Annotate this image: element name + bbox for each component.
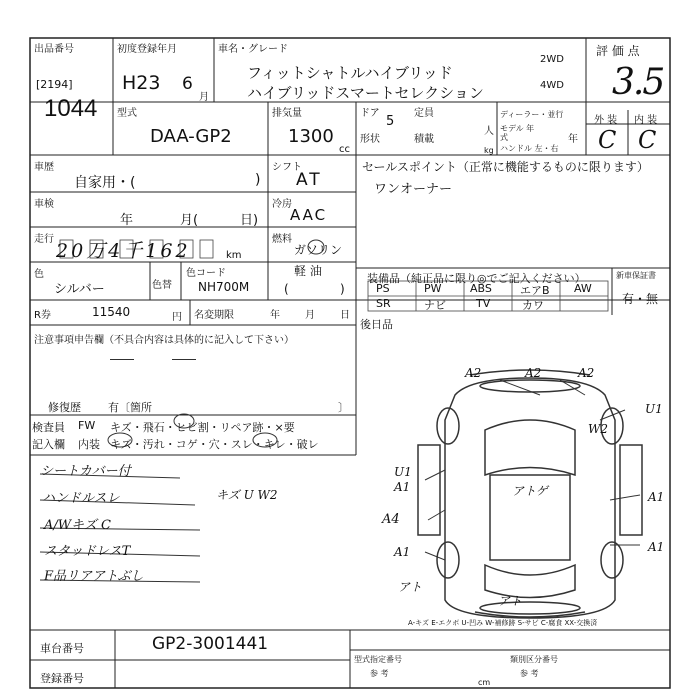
equipment-label: 装備品（純正品に限り◎でご記入ください） (367, 272, 586, 285)
displacement: 1300 (288, 126, 334, 147)
name-change-month: 月 (305, 310, 315, 321)
interior-tag: 内装 (78, 438, 100, 451)
history-label: 車歴 (34, 162, 54, 173)
interior-legend: キズ・汚れ・コゲ・穴・スレ・キレ・破レ (110, 438, 319, 451)
equip-tv: TV (476, 297, 491, 310)
capacity-label: 定員 (414, 108, 434, 119)
first-registration-label: 初度登録年月 (117, 44, 177, 55)
lot-number: 1044 (44, 95, 98, 122)
damage-legend: A-キズ E-エクボ U-凹み W-補修跡 S-サビ C-腐食 XX-交換済 (408, 619, 598, 627)
recycle-amount: 11540 (92, 305, 131, 319)
notes-dash-1: ―― (110, 352, 134, 366)
equip-navi: ナビ (424, 299, 446, 312)
handwritten-note-2: ハンドルスレ (42, 491, 120, 506)
doors-label: ドア (360, 108, 380, 119)
color-value: シルバー (54, 282, 105, 297)
exterior-label: 外 装 (594, 115, 618, 126)
equip-airbag: エアB (520, 284, 550, 297)
repair-history-value: 有〔箇所 (108, 401, 152, 414)
year-unit: 年 (568, 134, 578, 145)
mark-a2-left: A2 (465, 366, 482, 380)
color-code: NH700M (198, 280, 250, 294)
interior-label: 内 装 (634, 115, 658, 126)
fuel-diesel: 軽 油 (294, 264, 322, 278)
lot-code: [2194] (36, 78, 73, 91)
fuel-gasoline: ガソリン (294, 243, 343, 257)
color-change-label: 色替 (152, 280, 172, 291)
name-change-year: 年 (270, 310, 280, 321)
mark-w2-right: W2 (588, 422, 608, 436)
color-code-label: 色コード (186, 268, 226, 279)
ac-value: AAC (290, 206, 328, 224)
handwritten-note-3: A/Wキズ C (44, 518, 111, 533)
sales-point-label: セールスポイント（正常に機能するものに限ります） (362, 160, 649, 174)
handwritten-note-1: シートカバー付 (40, 464, 131, 479)
handwritten-note-4: スタッドレスT (44, 544, 131, 559)
mark-a4-left: A4 (382, 512, 400, 527)
interior-grade: C (638, 126, 657, 154)
exterior-grade: C (598, 126, 617, 154)
class-number-label: 類別区分番号 (510, 655, 558, 664)
score-value: 3.5 (612, 62, 664, 103)
fuel-label: 燃料 (272, 234, 292, 245)
handle-label: ハンドル 左・右 (500, 144, 559, 153)
inspection-year: 年 (120, 213, 134, 228)
new-warranty-value: 有・無 (622, 292, 659, 306)
mark-a1-right-upper: A1 (648, 490, 665, 504)
repair-history-label: 修復歴 (48, 401, 81, 414)
inspector-label: 検査員 (32, 421, 65, 434)
inspection-day: 日) (240, 213, 259, 228)
km-unit: km (226, 250, 242, 261)
handwritten-note-5: F品リアアトぶし (44, 569, 144, 584)
dealer-label: ディーラー・並行 (500, 110, 564, 119)
history-paren-close: ) (255, 172, 261, 188)
model-label: 型式 (117, 108, 137, 119)
mark-u1-left: U1 (394, 465, 412, 479)
mark-a2-right: A2 (578, 366, 595, 380)
equip-pw: PW (424, 282, 442, 295)
displacement-label: 排気量 (272, 108, 302, 119)
month-unit: 月 (199, 92, 209, 103)
car-name-line-2: ハイブリッドスマートセレクション (247, 84, 484, 102)
cc-unit: cc (339, 144, 350, 155)
car-name-line-1: フィットシャトルハイブリッド (247, 64, 453, 82)
ac-label: 冷房 (272, 199, 292, 210)
color-label: 色 (34, 269, 44, 280)
cm-unit: cm (478, 678, 491, 687)
model-year-label: モデル 年式 (500, 124, 535, 142)
form-number-label: 型式指定番号 (354, 655, 402, 664)
name-change-day: 日 (340, 310, 350, 321)
chassis-number: GP2-3001441 (152, 634, 269, 654)
mark-rear-left: アト (398, 580, 423, 594)
mark-a1-left-lower: A1 (394, 545, 411, 559)
equip-aw: AW (574, 282, 592, 295)
exterior-legend: キズ・飛石・ヒビ割・リペア跡・×要 (110, 421, 295, 434)
shape-label: 形状 (360, 134, 380, 145)
after-install-label: 後日品 (360, 318, 393, 331)
repair-history-close: 〕 (338, 401, 349, 414)
notes-dash-2: ―― (172, 352, 196, 366)
car-name-label: 車名・グレード (218, 44, 288, 55)
mark-a2-mid: A2 (525, 366, 542, 380)
mark-u1-right: U1 (645, 402, 663, 416)
sales-point-value: ワンオーナー (374, 182, 453, 197)
entry-label: 記入欄 (32, 438, 65, 451)
fw-tag: FW (78, 419, 96, 432)
shift-value: AT (296, 170, 323, 190)
drive-2wd: 2WD (540, 54, 564, 65)
notes-label: 注意事項申告欄（不具合内容は具体的に記入して下さい） (34, 335, 294, 346)
registration-era: H23 (122, 72, 161, 94)
mileage-value: 20万4千162 (56, 240, 191, 262)
mileage-label: 走行 (34, 234, 54, 245)
mark-rear-right: アト (498, 594, 523, 608)
load-label: 積載 (414, 134, 434, 145)
score-label: 評 価 点 (596, 44, 640, 58)
mark-a1-right-lower: A1 (648, 540, 665, 554)
drive-4wd: 4WD (540, 80, 564, 91)
equip-sr: SR (376, 297, 391, 310)
ref-2: 参 考 (520, 669, 539, 678)
name-change-label: 名変期限 (194, 310, 234, 321)
handwritten-side-note: キズ U W2 (216, 488, 278, 502)
inspection-label: 車検 (34, 199, 54, 210)
equip-ps: PS (376, 282, 390, 295)
recycle-label: R券 (34, 310, 51, 321)
new-warranty-label: 新車保証書 (616, 271, 656, 280)
ref-1: 参 考 (370, 669, 389, 678)
registration-label: 登録番号 (40, 672, 84, 685)
registration-month: 6 (182, 74, 193, 94)
chassis-label: 車台番号 (40, 642, 84, 655)
capacity-unit: 人 (484, 126, 494, 137)
lot-number-label: 出品番号 (34, 44, 74, 55)
equip-leather: カワ (522, 299, 544, 312)
fuel-paren-close: ) (340, 282, 345, 296)
inspection-month: 月( (180, 213, 199, 228)
doors: 5 (386, 114, 395, 129)
yen-unit: 円 (172, 312, 182, 323)
mark-a1-left-upper: A1 (394, 480, 411, 494)
shift-label: シフト (272, 162, 302, 173)
model-code: DAA-GP2 (150, 126, 232, 147)
history-value: 自家用・( (74, 175, 136, 191)
fuel-paren-open: ( (284, 282, 289, 296)
mark-roof: アトゲ (512, 484, 548, 498)
kg-unit: kg (484, 146, 494, 155)
equip-abs: ABS (470, 282, 492, 295)
